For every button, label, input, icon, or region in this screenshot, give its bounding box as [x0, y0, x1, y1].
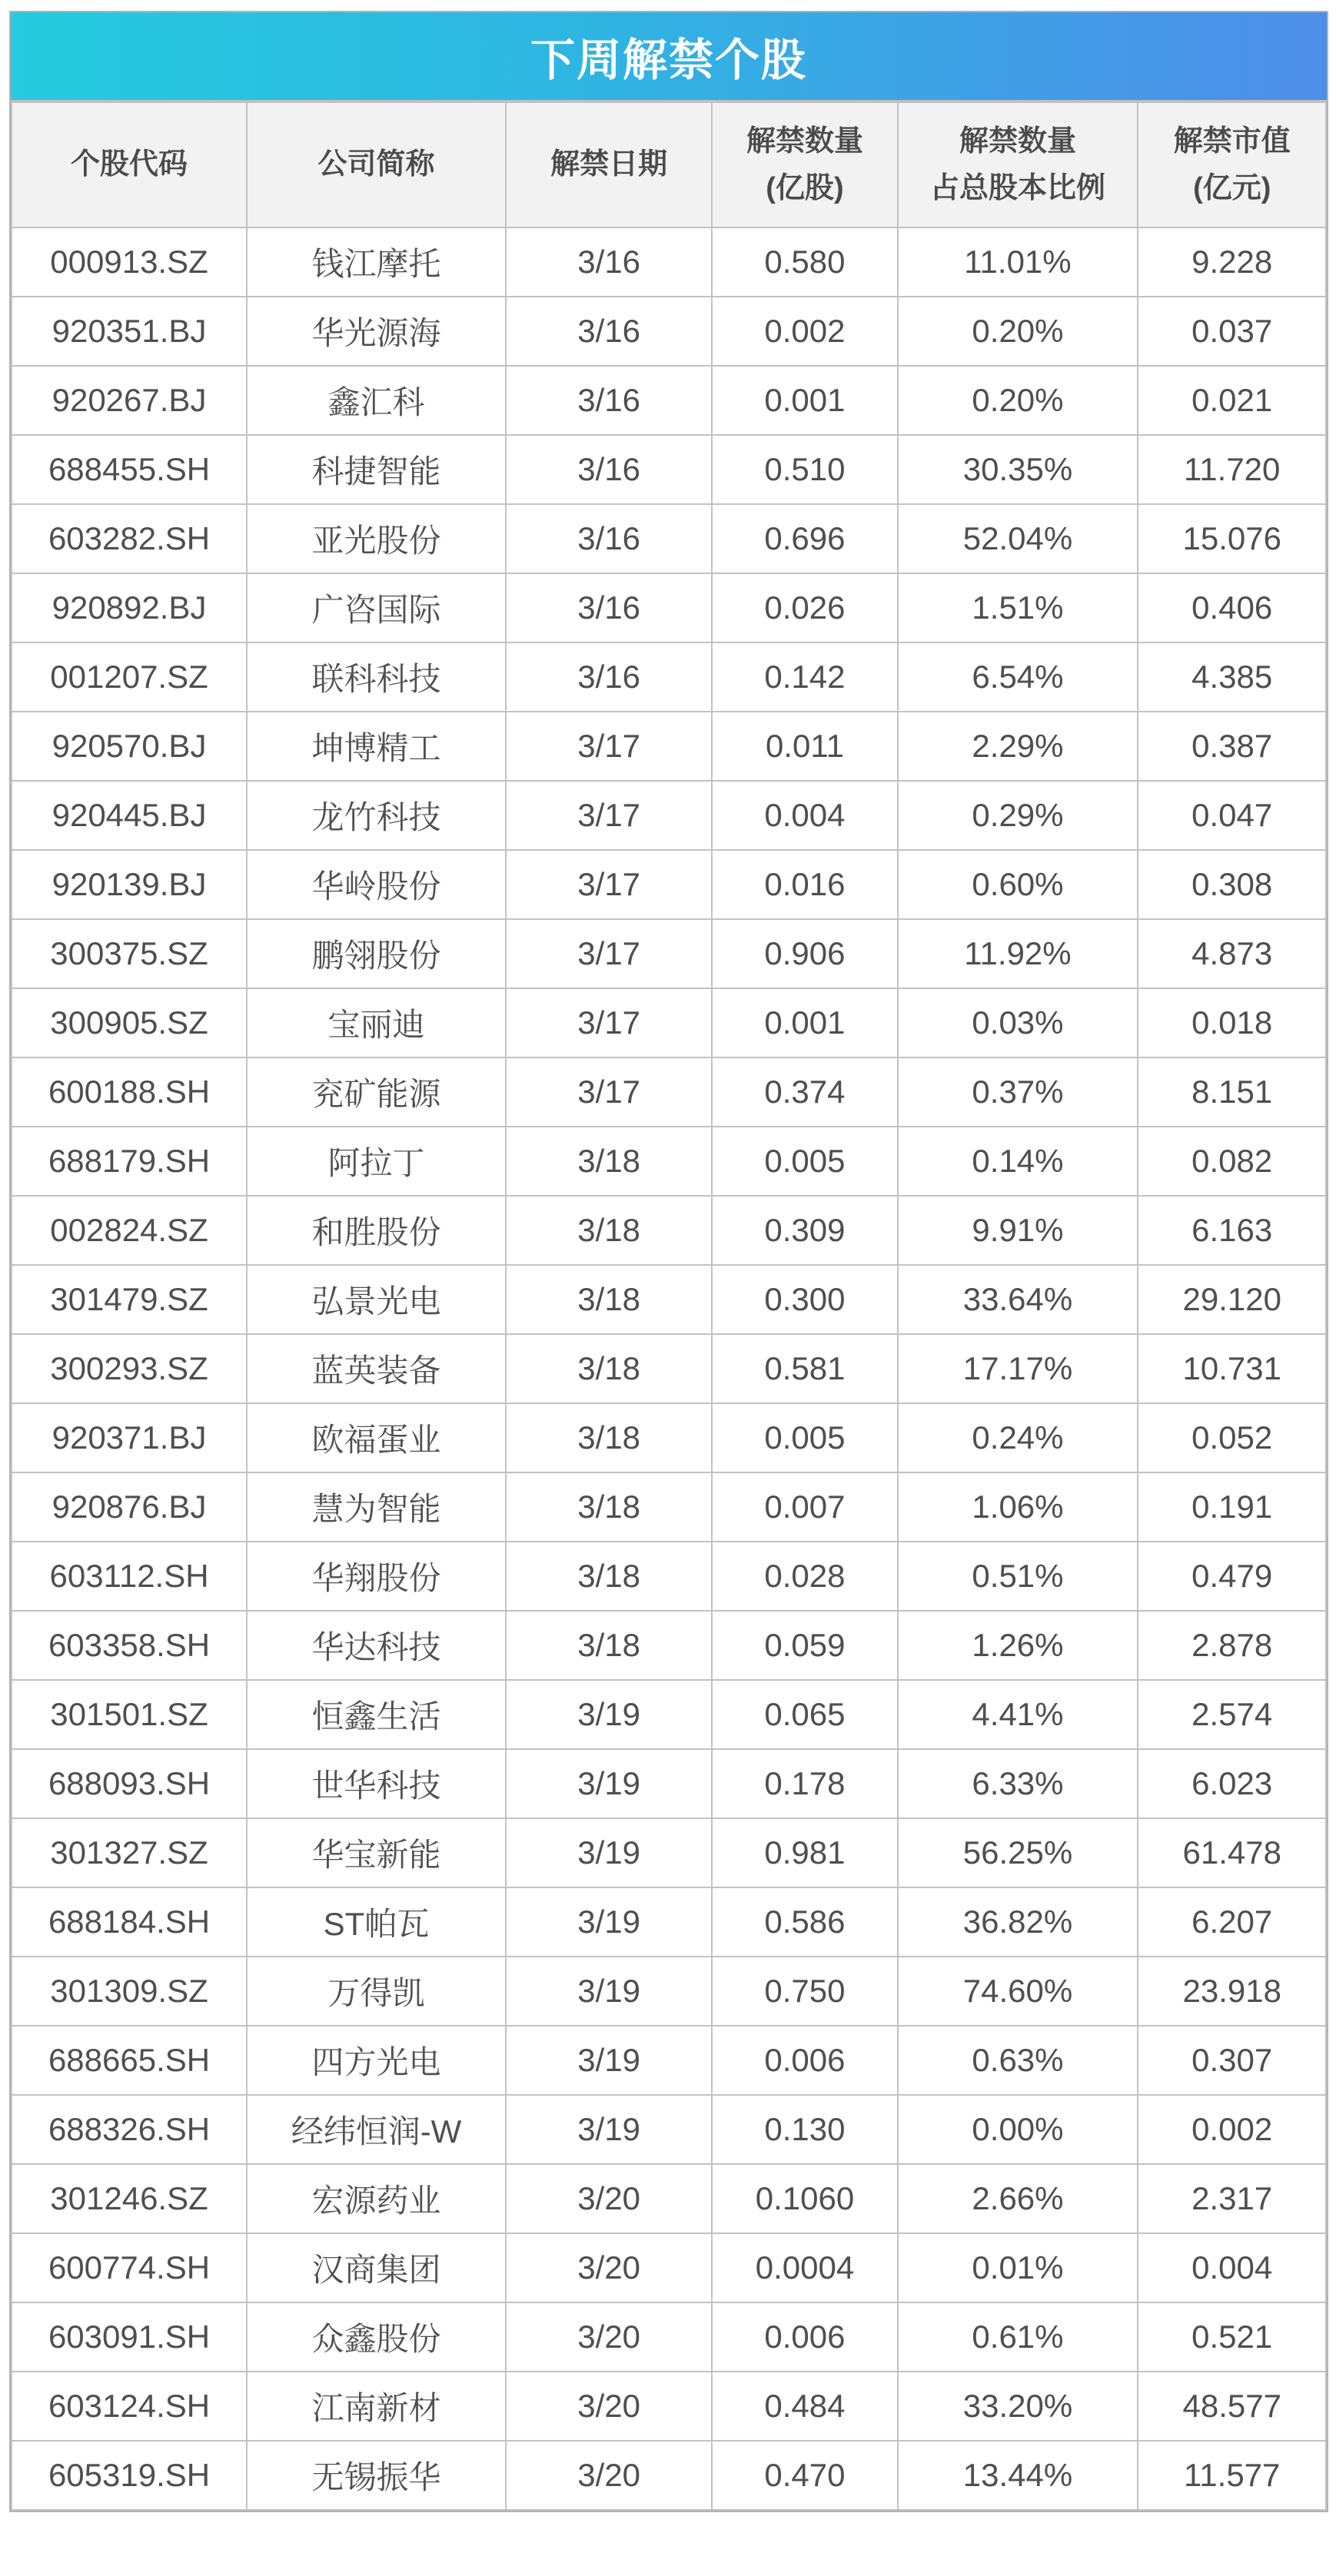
cell-value: 0.037 — [1138, 297, 1326, 366]
cell-qty: 0.059 — [712, 1611, 897, 1680]
table-row — [12, 297, 1326, 366]
cell-ratio: 11.01% — [898, 227, 1138, 297]
cell-qty: 0.011 — [712, 712, 897, 781]
cell-qty: 0.300 — [712, 1265, 897, 1334]
cell-qty: 0.309 — [712, 1196, 897, 1265]
header-row — [12, 102, 1326, 227]
cell-date: 3/19 — [506, 1887, 712, 1957]
cell-date: 3/16 — [506, 573, 712, 642]
cell-ratio: 52.04% — [898, 504, 1138, 573]
table-row — [12, 1057, 1326, 1127]
cell-name: 欧福蛋业 — [247, 1403, 506, 1472]
cell-value: 0.479 — [1138, 1542, 1326, 1611]
cell-code: 688455.SH — [12, 435, 247, 504]
cell-value: 48.577 — [1138, 2372, 1326, 2441]
table-row — [12, 1334, 1326, 1403]
table-row — [12, 573, 1326, 642]
cell-date: 3/18 — [506, 1472, 712, 1542]
cell-name: 鑫汇科 — [247, 366, 506, 435]
cell-qty: 0.028 — [712, 1542, 897, 1611]
cell-date: 3/17 — [506, 781, 712, 850]
cell-value: 4.385 — [1138, 642, 1326, 712]
cell-code: 688093.SH — [12, 1749, 247, 1818]
table-row — [12, 2233, 1326, 2302]
cell-code: 920351.BJ — [12, 297, 247, 366]
cell-ratio: 74.60% — [898, 1957, 1138, 2026]
table-row — [12, 712, 1326, 781]
cell-code: 001207.SZ — [12, 642, 247, 712]
table-row — [12, 2026, 1326, 2095]
column-header-ratio: 解禁数量 占总股本比例 — [898, 102, 1138, 227]
cell-ratio: 0.14% — [898, 1127, 1138, 1196]
cell-name: 龙竹科技 — [247, 781, 506, 850]
column-header-name: 公司简称 — [247, 102, 506, 227]
cell-ratio: 0.20% — [898, 366, 1138, 435]
cell-ratio: 17.17% — [898, 1334, 1138, 1403]
cell-qty: 0.1060 — [712, 2164, 897, 2233]
cell-name: 广咨国际 — [247, 573, 506, 642]
cell-date: 3/18 — [506, 1611, 712, 1680]
table-row — [12, 2095, 1326, 2164]
cell-qty: 0.007 — [712, 1472, 897, 1542]
cell-qty: 0.696 — [712, 504, 897, 573]
table-row — [12, 1542, 1326, 1611]
cell-value: 8.151 — [1138, 1057, 1326, 1127]
cell-code: 688326.SH — [12, 2095, 247, 2164]
cell-name: 宏源药业 — [247, 2164, 506, 2233]
cell-name: 众鑫股份 — [247, 2302, 506, 2372]
cell-value: 29.120 — [1138, 1265, 1326, 1334]
cell-date: 3/20 — [506, 2302, 712, 2372]
cell-ratio: 33.64% — [898, 1265, 1138, 1334]
cell-ratio: 0.20% — [898, 297, 1138, 366]
cell-ratio: 6.33% — [898, 1749, 1138, 1818]
table-row — [12, 2372, 1326, 2441]
table-row — [12, 1611, 1326, 1680]
cell-code: 920139.BJ — [12, 850, 247, 919]
cell-date: 3/19 — [506, 1680, 712, 1749]
cell-date: 3/17 — [506, 850, 712, 919]
cell-date: 3/16 — [506, 504, 712, 573]
cell-value: 0.387 — [1138, 712, 1326, 781]
cell-value: 0.307 — [1138, 2026, 1326, 2095]
cell-ratio: 0.60% — [898, 850, 1138, 919]
cell-ratio: 0.51% — [898, 1542, 1138, 1611]
cell-qty: 0.0004 — [712, 2233, 897, 2302]
cell-qty: 0.130 — [712, 2095, 897, 2164]
cell-code: 920892.BJ — [12, 573, 247, 642]
cell-code: 600188.SH — [12, 1057, 247, 1127]
cell-date: 3/19 — [506, 1957, 712, 2026]
cell-code: 300293.SZ — [12, 1334, 247, 1403]
cell-date: 3/17 — [506, 712, 712, 781]
table-row — [12, 2441, 1326, 2510]
cell-qty: 0.981 — [712, 1818, 897, 1887]
cell-code: 301327.SZ — [12, 1818, 247, 1887]
cell-ratio: 0.01% — [898, 2233, 1138, 2302]
cell-value: 6.207 — [1138, 1887, 1326, 1957]
cell-name: 江南新材 — [247, 2372, 506, 2441]
cell-qty: 0.005 — [712, 1403, 897, 1472]
column-header-qty: 解禁数量 (亿股) — [712, 102, 897, 227]
cell-value: 10.731 — [1138, 1334, 1326, 1403]
cell-value: 2.574 — [1138, 1680, 1326, 1749]
cell-code: 603282.SH — [12, 504, 247, 573]
cell-code: 301309.SZ — [12, 1957, 247, 2026]
cell-name: 宝丽迪 — [247, 988, 506, 1057]
table-row — [12, 227, 1326, 297]
table-row — [12, 1957, 1326, 2026]
cell-date: 3/20 — [506, 2233, 712, 2302]
table-row — [12, 919, 1326, 988]
cell-ratio: 13.44% — [898, 2441, 1138, 2510]
cell-date: 3/16 — [506, 642, 712, 712]
cell-name: 慧为智能 — [247, 1472, 506, 1542]
cell-qty: 0.004 — [712, 781, 897, 850]
cell-qty: 0.142 — [712, 642, 897, 712]
cell-code: 920570.BJ — [12, 712, 247, 781]
cell-code: 605319.SH — [12, 2441, 247, 2510]
table-row — [12, 781, 1326, 850]
cell-ratio: 0.63% — [898, 2026, 1138, 2095]
table-row — [12, 1749, 1326, 1818]
column-header-code: 个股代码 — [12, 102, 247, 227]
cell-code: 002824.SZ — [12, 1196, 247, 1265]
cell-date: 3/16 — [506, 227, 712, 297]
cell-value: 0.018 — [1138, 988, 1326, 1057]
cell-code: 300375.SZ — [12, 919, 247, 988]
table-row — [12, 1818, 1326, 1887]
cell-date: 3/16 — [506, 435, 712, 504]
cell-code: 600774.SH — [12, 2233, 247, 2302]
cell-date: 3/19 — [506, 2095, 712, 2164]
table-row — [12, 504, 1326, 573]
cell-ratio: 36.82% — [898, 1887, 1138, 1957]
cell-ratio: 1.26% — [898, 1611, 1138, 1680]
cell-qty: 0.065 — [712, 1680, 897, 1749]
cell-date: 3/18 — [506, 1334, 712, 1403]
cell-code: 920371.BJ — [12, 1403, 247, 1472]
cell-name: 四方光电 — [247, 2026, 506, 2095]
cell-ratio: 0.00% — [898, 2095, 1138, 2164]
cell-name: 联科科技 — [247, 642, 506, 712]
cell-code: 300905.SZ — [12, 988, 247, 1057]
cell-code: 603112.SH — [12, 1542, 247, 1611]
column-header-date: 解禁日期 — [506, 102, 712, 227]
cell-name: 科捷智能 — [247, 435, 506, 504]
cell-qty: 0.581 — [712, 1334, 897, 1403]
cell-value: 9.228 — [1138, 227, 1326, 297]
cell-value: 61.478 — [1138, 1818, 1326, 1887]
table-row — [12, 1403, 1326, 1472]
cell-ratio: 2.29% — [898, 712, 1138, 781]
cell-value: 15.076 — [1138, 504, 1326, 573]
cell-ratio: 0.24% — [898, 1403, 1138, 1472]
table-row — [12, 366, 1326, 435]
cell-name: 华光源海 — [247, 297, 506, 366]
cell-date: 3/18 — [506, 1196, 712, 1265]
cell-qty: 0.006 — [712, 2302, 897, 2372]
cell-qty: 0.016 — [712, 850, 897, 919]
cell-value: 0.308 — [1138, 850, 1326, 919]
cell-name: 坤博精工 — [247, 712, 506, 781]
table-row — [12, 988, 1326, 1057]
cell-code: 688184.SH — [12, 1887, 247, 1957]
cell-qty: 0.586 — [712, 1887, 897, 1957]
cell-qty: 0.001 — [712, 988, 897, 1057]
cell-ratio: 0.61% — [898, 2302, 1138, 2372]
cell-date: 3/18 — [506, 1403, 712, 1472]
cell-code: 920267.BJ — [12, 366, 247, 435]
cell-date: 3/17 — [506, 988, 712, 1057]
cell-qty: 0.026 — [712, 573, 897, 642]
cell-ratio: 6.54% — [898, 642, 1138, 712]
cell-qty: 0.002 — [712, 297, 897, 366]
table-row — [12, 1196, 1326, 1265]
cell-date: 3/17 — [506, 919, 712, 988]
cell-name: 华达科技 — [247, 1611, 506, 1680]
cell-value: 0.521 — [1138, 2302, 1326, 2372]
cell-name: 无锡振华 — [247, 2441, 506, 2510]
cell-qty: 0.906 — [712, 919, 897, 988]
cell-value: 2.317 — [1138, 2164, 1326, 2233]
cell-name: 鹏翎股份 — [247, 919, 506, 988]
cell-value: 23.918 — [1138, 1957, 1326, 2026]
cell-value: 0.082 — [1138, 1127, 1326, 1196]
cell-value: 0.002 — [1138, 2095, 1326, 2164]
cell-date: 3/17 — [506, 1057, 712, 1127]
table-row — [12, 1887, 1326, 1957]
cell-name: 蓝英装备 — [247, 1334, 506, 1403]
cell-ratio: 30.35% — [898, 435, 1138, 504]
panel-title: 下周解禁个股 — [530, 35, 807, 85]
cell-qty: 0.470 — [712, 2441, 897, 2510]
cell-name: 世华科技 — [247, 1749, 506, 1818]
column-header-value: 解禁市值 (亿元) — [1138, 102, 1326, 227]
cell-code: 000913.SZ — [12, 227, 247, 297]
cell-value: 0.047 — [1138, 781, 1326, 850]
cell-value: 0.004 — [1138, 2233, 1326, 2302]
cell-code: 603358.SH — [12, 1611, 247, 1680]
cell-ratio: 0.37% — [898, 1057, 1138, 1127]
cell-value: 0.191 — [1138, 1472, 1326, 1542]
panel-title-bar — [11, 12, 1327, 101]
cell-code: 688665.SH — [12, 2026, 247, 2095]
cell-code: 603124.SH — [12, 2372, 247, 2441]
table-body — [12, 227, 1326, 2510]
cell-name: 恒鑫生活 — [247, 1680, 506, 1749]
cell-name: 华翔股份 — [247, 1542, 506, 1611]
cell-code: 688179.SH — [12, 1127, 247, 1196]
cell-qty: 0.484 — [712, 2372, 897, 2441]
cell-date: 3/19 — [506, 1749, 712, 1818]
table-header — [12, 102, 1326, 227]
cell-ratio: 0.29% — [898, 781, 1138, 850]
cell-qty: 0.006 — [712, 2026, 897, 2095]
cell-value: 0.406 — [1138, 573, 1326, 642]
cell-date: 3/18 — [506, 1127, 712, 1196]
cell-value: 11.720 — [1138, 435, 1326, 504]
cell-name: 阿拉丁 — [247, 1127, 506, 1196]
cell-qty: 0.750 — [712, 1957, 897, 2026]
cell-ratio: 9.91% — [898, 1196, 1138, 1265]
cell-date: 3/18 — [506, 1542, 712, 1611]
cell-qty: 0.510 — [712, 435, 897, 504]
cell-code: 920445.BJ — [12, 781, 247, 850]
cell-name: 经纬恒润-W — [247, 2095, 506, 2164]
cell-date: 3/18 — [506, 1265, 712, 1334]
cell-ratio: 2.66% — [898, 2164, 1138, 2233]
cell-ratio: 4.41% — [898, 1680, 1138, 1749]
table-row — [12, 2164, 1326, 2233]
cell-name: 钱江摩托 — [247, 227, 506, 297]
cell-code: 301501.SZ — [12, 1680, 247, 1749]
unlock-stocks-panel — [9, 11, 1328, 2512]
cell-code: 603091.SH — [12, 2302, 247, 2372]
cell-name: ST帕瓦 — [247, 1887, 506, 1957]
table-row — [12, 850, 1326, 919]
cell-value: 0.052 — [1138, 1403, 1326, 1472]
cell-qty: 0.374 — [712, 1057, 897, 1127]
cell-ratio: 33.20% — [898, 2372, 1138, 2441]
cell-date: 3/16 — [506, 297, 712, 366]
unlock-table — [11, 101, 1327, 2511]
table-row — [12, 642, 1326, 712]
cell-ratio: 1.51% — [898, 573, 1138, 642]
cell-ratio: 1.06% — [898, 1472, 1138, 1542]
cell-name: 兖矿能源 — [247, 1057, 506, 1127]
table-row — [12, 1680, 1326, 1749]
cell-value: 11.577 — [1138, 2441, 1326, 2510]
cell-date: 3/20 — [506, 2372, 712, 2441]
cell-qty: 0.178 — [712, 1749, 897, 1818]
table-row — [12, 1265, 1326, 1334]
cell-qty: 0.001 — [712, 366, 897, 435]
cell-qty: 0.580 — [712, 227, 897, 297]
table-row — [12, 1472, 1326, 1542]
cell-code: 301479.SZ — [12, 1265, 247, 1334]
cell-name: 万得凯 — [247, 1957, 506, 2026]
cell-ratio: 11.92% — [898, 919, 1138, 988]
cell-value: 2.878 — [1138, 1611, 1326, 1680]
cell-ratio: 0.03% — [898, 988, 1138, 1057]
cell-name: 亚光股份 — [247, 504, 506, 573]
cell-date: 3/20 — [506, 2441, 712, 2510]
cell-name: 汉商集团 — [247, 2233, 506, 2302]
table-row — [12, 1127, 1326, 1196]
cell-code: 301246.SZ — [12, 2164, 247, 2233]
cell-name: 华宝新能 — [247, 1818, 506, 1887]
cell-date: 3/16 — [506, 366, 712, 435]
cell-date: 3/19 — [506, 2026, 712, 2095]
cell-name: 华岭股份 — [247, 850, 506, 919]
table-row — [12, 435, 1326, 504]
cell-name: 和胜股份 — [247, 1196, 506, 1265]
table-row — [12, 2302, 1326, 2372]
cell-value: 6.163 — [1138, 1196, 1326, 1265]
cell-qty: 0.005 — [712, 1127, 897, 1196]
cell-value: 6.023 — [1138, 1749, 1326, 1818]
cell-date: 3/19 — [506, 1818, 712, 1887]
cell-date: 3/20 — [506, 2164, 712, 2233]
cell-ratio: 56.25% — [898, 1818, 1138, 1887]
cell-value: 0.021 — [1138, 366, 1326, 435]
cell-value: 4.873 — [1138, 919, 1326, 988]
cell-code: 920876.BJ — [12, 1472, 247, 1542]
cell-name: 弘景光电 — [247, 1265, 506, 1334]
